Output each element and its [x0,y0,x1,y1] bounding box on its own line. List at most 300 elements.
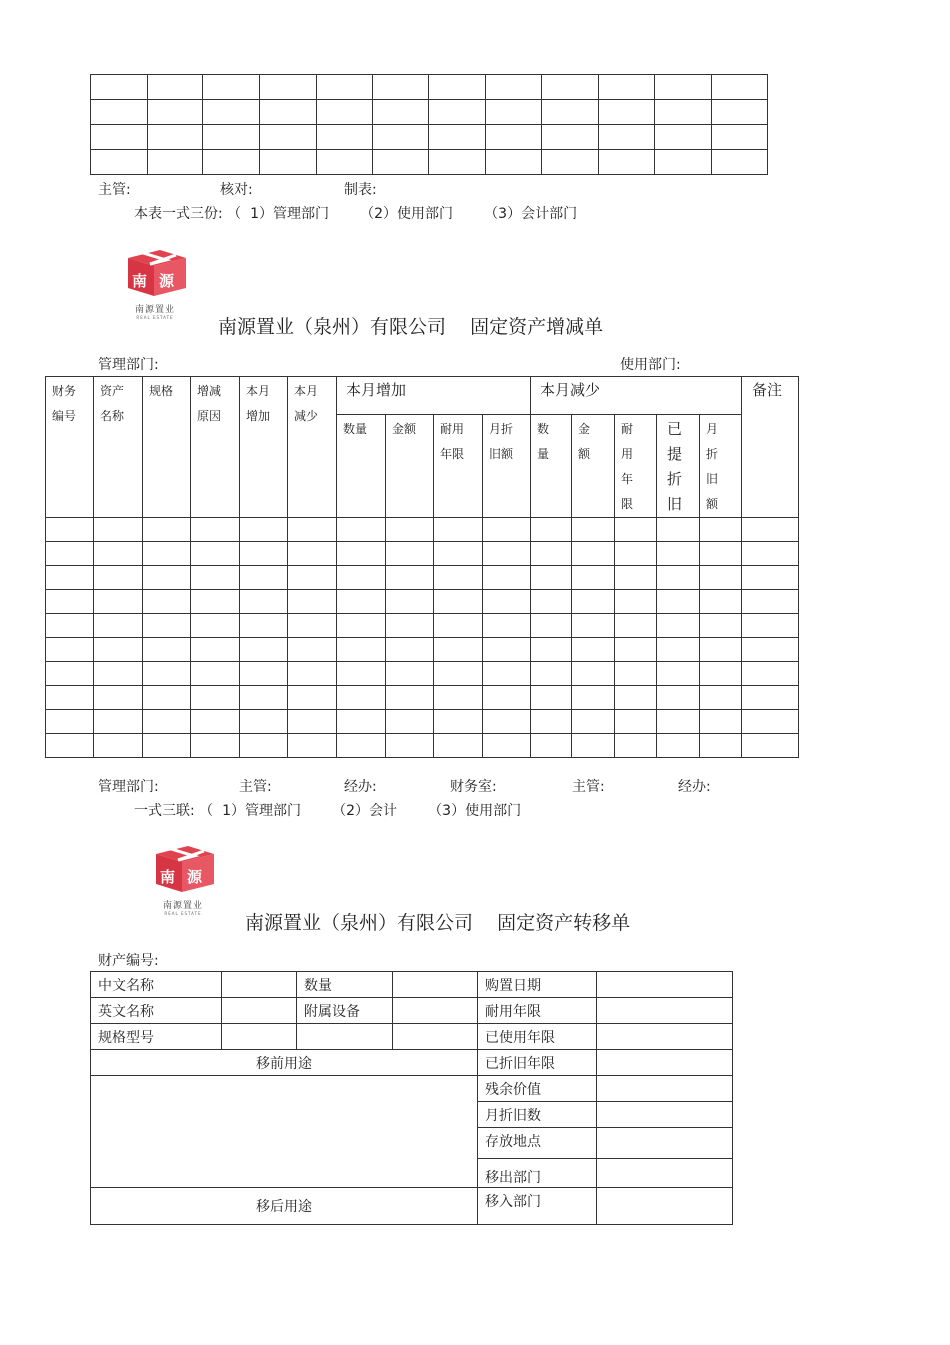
table-cell [288,590,337,614]
table-cell [657,686,700,710]
footer-handler-2: 经办: [678,779,711,795]
table-cell [143,662,191,686]
table-cell [742,734,799,758]
table-row [46,518,799,542]
table-cell [288,518,337,542]
footer-supervisor-1: 主管: [239,779,272,795]
table-cell [147,150,203,175]
logo-sub: REAL ESTATE [136,315,174,320]
table-cell [712,125,768,150]
table-cell [46,710,94,734]
val-out-dept [597,1159,733,1188]
table-cell [486,125,542,150]
table-cell [434,662,483,686]
val-in-dept [597,1188,733,1225]
table-cell [147,100,203,125]
table-cell [94,638,143,662]
table-cell [483,662,531,686]
table-cell [742,542,799,566]
table-cell [434,590,483,614]
logo-cube-icon [120,246,190,298]
table-cell [143,542,191,566]
table-cell [486,150,542,175]
logo-cube-icon [148,842,218,894]
table-cell [260,150,317,175]
table-cell [655,75,712,100]
hdr-dec-life: 耐 用 年 限 [615,415,657,518]
logo-name: 南源置业 [162,901,203,911]
table-cell [94,734,143,758]
change-copies-note: 一式三联: （ 1）管理部门 （2）会计 （3）使用部门 [134,803,522,819]
table-cell [598,125,655,150]
lbl-after-use: 移后用途 [91,1188,478,1225]
table-cell [372,100,429,125]
table-cell [531,686,572,710]
table-row [91,100,768,125]
table-cell [94,686,143,710]
top-supervisor-label: 主管: [98,182,131,198]
table-cell [94,710,143,734]
table-cell [191,566,240,590]
table-cell [143,638,191,662]
table-cell [712,150,768,175]
table-cell [483,566,531,590]
table-cell [337,662,386,686]
hdr-inc-amount: 金额 [386,415,434,518]
mgmt-dept-label: 管理部门: [98,357,159,373]
table-cell [700,614,742,638]
table-cell [288,734,337,758]
table-cell [572,662,615,686]
hdr-inc-dep: 月折 旧额 [483,415,531,518]
table-cell [657,518,700,542]
table-cell [483,518,531,542]
table-cell [143,590,191,614]
table-cell [260,100,317,125]
table-cell [429,125,486,150]
table-cell [46,590,94,614]
table-cell [386,638,434,662]
table-cell [288,686,337,710]
change-form-table [45,376,799,758]
table-cell [386,566,434,590]
val-cn-name [222,972,297,998]
table-cell [531,566,572,590]
table-cell [94,590,143,614]
table-cell [615,686,657,710]
hdr-decrease-group: 本月减少 [531,377,742,415]
hdr-month-increase: 本月 增加 [240,377,288,518]
table-cell [337,590,386,614]
table-cell [700,566,742,590]
table-cell [240,734,288,758]
table-cell [46,662,94,686]
table-cell [337,734,386,758]
table-cell [94,662,143,686]
val-residual [597,1076,733,1102]
table-cell [531,542,572,566]
table-cell [483,590,531,614]
table-cell [147,75,203,100]
table-cell [337,566,386,590]
table-cell [143,614,191,638]
table-cell [541,100,598,125]
table-cell [46,518,94,542]
table-cell [46,542,94,566]
table-cell [240,638,288,662]
table-cell [203,150,260,175]
table-cell [655,125,712,150]
hdr-month-decrease: 本月 减少 [288,377,337,518]
top-maker-label: 制表: [344,182,377,198]
table-cell [742,686,799,710]
table-cell [386,662,434,686]
table-cell [572,734,615,758]
table-cell [191,614,240,638]
company-logo-2 [148,842,218,916]
table-cell [143,518,191,542]
table-cell [657,638,700,662]
hdr-dec-accum: 已 提 折 旧 [657,415,700,518]
table-cell [531,590,572,614]
val-blank-b [393,1024,478,1050]
table-cell [572,710,615,734]
hdr-dec-amount: 金 额 [572,415,615,518]
table-cell [483,686,531,710]
lbl-en-name: 英文名称 [91,998,222,1024]
table-cell [615,734,657,758]
table-cell [260,75,317,100]
table-cell [240,542,288,566]
table-cell [700,590,742,614]
table-cell [240,686,288,710]
table-cell [191,710,240,734]
hdr-remark: 备注 [742,377,799,518]
table-cell [434,518,483,542]
table-cell [434,710,483,734]
table-cell [712,100,768,125]
val-useful-life [597,998,733,1024]
logo-name: 南源置业 [134,305,175,315]
hdr-inc-life: 耐用 年限 [434,415,483,518]
table-cell [531,518,572,542]
table-cell [386,614,434,638]
table-cell [429,150,486,175]
table-cell [260,125,317,150]
table-row [46,734,799,758]
table-cell [742,590,799,614]
table-cell [434,638,483,662]
table-cell [541,75,598,100]
table-cell [615,638,657,662]
table-cell [541,125,598,150]
table-cell [598,150,655,175]
logo-glyph-1: 南 [160,868,176,886]
val-purchase-date [597,972,733,998]
table-cell [531,662,572,686]
table-cell [94,518,143,542]
lbl-location: 存放地点 [478,1128,597,1159]
val-qty [393,972,478,998]
top-checker-label: 核对: [220,182,253,198]
table-cell [429,100,486,125]
table-cell [615,662,657,686]
table-cell [657,542,700,566]
table-cell [598,100,655,125]
lbl-used-years: 已使用年限 [478,1024,597,1050]
val-monthly-dep [597,1102,733,1128]
table-cell [483,734,531,758]
val-before-use [91,1076,478,1188]
table-cell [434,614,483,638]
table-cell [94,614,143,638]
footer-handler-1: 经办: [344,779,377,795]
table-row [46,710,799,734]
table-cell [742,518,799,542]
table-cell [615,710,657,734]
company-logo [120,246,190,320]
table-cell [316,75,372,100]
lbl-residual: 残余价值 [478,1076,597,1102]
hdr-reason: 增减 原因 [191,377,240,518]
table-cell [615,614,657,638]
lbl-monthly-dep: 月折旧数 [478,1102,597,1128]
table-cell [46,566,94,590]
table-cell [657,590,700,614]
table-cell [288,566,337,590]
table-cell [191,734,240,758]
hdr-dec-dep: 月 折 旧 额 [700,415,742,518]
lbl-dep-years: 已折旧年限 [478,1050,597,1076]
table-cell [434,734,483,758]
table-cell [742,566,799,590]
table-cell [742,614,799,638]
table-cell [386,710,434,734]
table-cell [94,542,143,566]
val-model [222,1024,297,1050]
transfer-form-table [90,971,733,1225]
table-cell [386,686,434,710]
lbl-purchase-date: 购置日期 [478,972,597,998]
table-cell [657,614,700,638]
table-cell [288,638,337,662]
table-cell [91,75,148,100]
top-copies-note: 本表一式三份: （ 1）管理部门 （2）使用部门 （3）会计部门 [134,206,578,222]
table-cell [288,614,337,638]
logo-glyph-2: 源 [159,272,175,290]
table-cell [46,614,94,638]
transfer-form-title: 南源置业（泉州）有限公司 固定资产转移单 [245,912,631,934]
table-cell [434,686,483,710]
table-row [91,75,768,100]
table-cell [429,75,486,100]
table-row [91,150,768,175]
table-row [46,590,799,614]
lbl-accessories: 附属设备 [297,998,393,1024]
table-cell [572,686,615,710]
table-cell [615,542,657,566]
table-cell [531,614,572,638]
table-cell [240,590,288,614]
table-cell [94,566,143,590]
table-cell [615,590,657,614]
lbl-model: 规格型号 [91,1024,222,1050]
table-row [46,686,799,710]
table-cell [572,566,615,590]
table-cell [143,566,191,590]
table-cell [655,100,712,125]
hdr-asset-no: 财务 编号 [46,377,94,518]
table-cell [191,662,240,686]
table-cell [240,662,288,686]
table-cell [337,614,386,638]
val-location [597,1128,733,1159]
table-row [46,638,799,662]
table-cell [203,100,260,125]
table-cell [572,590,615,614]
table-row [91,125,768,150]
logo-glyph-2: 源 [187,868,203,886]
table-cell [386,590,434,614]
logo-sub: REAL ESTATE [164,911,202,916]
table-cell [386,518,434,542]
hdr-spec: 规格 [143,377,191,518]
val-accessories [393,998,478,1024]
table-cell [288,662,337,686]
hdr-increase-group: 本月增加 [337,377,531,415]
table-cell [46,638,94,662]
table-cell [700,542,742,566]
table-cell [712,75,768,100]
table-cell [483,638,531,662]
hdr-inc-qty: 数量 [337,415,386,518]
table-cell [203,125,260,150]
table-cell [742,710,799,734]
val-used-years [597,1024,733,1050]
use-dept-label: 使用部门: [620,357,681,373]
footer-finance: 财务室: [450,779,497,795]
table-cell [91,100,148,125]
table-cell [337,686,386,710]
table-cell [240,710,288,734]
table-cell [486,75,542,100]
table-row [46,614,799,638]
table-cell [657,710,700,734]
table-cell [541,150,598,175]
table-cell [572,518,615,542]
table-cell [288,542,337,566]
table-cell [572,638,615,662]
change-form-title: 南源置业（泉州）有限公司 固定资产增减单 [218,316,604,338]
table-cell [191,542,240,566]
table-cell [91,125,148,150]
table-cell [615,518,657,542]
table-cell [655,150,712,175]
table-cell [386,734,434,758]
lbl-out-dept: 移出部门 [478,1159,597,1188]
table-cell [372,75,429,100]
lbl-cn-name: 中文名称 [91,972,222,998]
table-cell [240,614,288,638]
hdr-asset-name: 资产 名称 [94,377,143,518]
table-cell [742,638,799,662]
table-cell [483,710,531,734]
transfer-asset-no-label: 财产编号: [98,953,159,969]
table-cell [191,590,240,614]
table-cell [91,150,148,175]
table-cell [700,662,742,686]
table-cell [372,125,429,150]
table-cell [700,518,742,542]
table-cell [742,662,799,686]
table-cell [46,734,94,758]
table-row [46,566,799,590]
table-cell [203,75,260,100]
table-cell [700,638,742,662]
table-cell [386,542,434,566]
table-cell [486,100,542,125]
table-cell [483,614,531,638]
table-cell [700,686,742,710]
table-row [46,662,799,686]
table-cell [240,518,288,542]
table-cell [657,662,700,686]
table-cell [147,125,203,150]
lbl-qty: 数量 [297,972,393,998]
table-cell [531,734,572,758]
table-cell [191,686,240,710]
table-cell [434,542,483,566]
footer-supervisor-2: 主管: [572,779,605,795]
table-cell [657,566,700,590]
val-dep-years [597,1050,733,1076]
table-cell [46,686,94,710]
table-cell [143,734,191,758]
logo-glyph-1: 南 [132,272,148,290]
table-cell [191,518,240,542]
lbl-useful-life: 耐用年限 [478,998,597,1024]
table-cell [316,125,372,150]
hdr-dec-qty: 数 量 [531,415,572,518]
table-cell [700,710,742,734]
table-cell [372,150,429,175]
table-cell [337,542,386,566]
top-partial-table [90,74,768,175]
table-cell [288,710,337,734]
table-cell [657,734,700,758]
table-cell [337,638,386,662]
table-cell [316,100,372,125]
table-cell [483,542,531,566]
table-cell [598,75,655,100]
table-cell [337,518,386,542]
footer-mgmt-dept: 管理部门: [98,779,159,795]
table-cell [531,638,572,662]
val-en-name [222,998,297,1024]
val-blank-a [297,1024,393,1050]
table-cell [240,566,288,590]
table-cell [572,542,615,566]
table-cell [615,566,657,590]
table-cell [316,150,372,175]
table-cell [434,566,483,590]
lbl-in-dept: 移入部门 [478,1188,597,1225]
table-cell [191,638,240,662]
table-cell [572,614,615,638]
table-cell [143,710,191,734]
table-cell [531,710,572,734]
table-cell [143,686,191,710]
